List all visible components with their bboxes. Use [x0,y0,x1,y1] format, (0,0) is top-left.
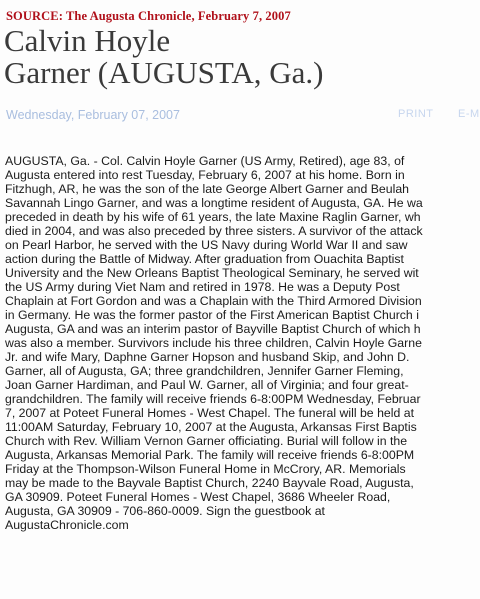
obituary-line: Augusta, GA and was an interim pastor of Bayville Baptist Church of which h [5,322,421,336]
obituary-line: Augusta, Arkansas Memorial Park. The family will receive friends 6-8:00PM [5,448,415,462]
obituary-line: may be made to the Bayvale Baptist Church, 2240 Bayvale Road, Augusta, [5,476,414,490]
obituary-line: action during the Battle of Midway. After graduation from Ouachita Baptist [5,252,404,266]
obituary-line: preceded in death by his wife of 61 years, the late Maxine Raglin Garner, wh [5,210,421,224]
obituary-line: grandchildren. The family will receive friends 6-8:00PM Wednesday, Februar [5,392,421,406]
obituary-line: on Pearl Harbor, he served with the US Navy during World War II and saw [5,238,408,252]
obituary-line: Church with Rev. William Vernon Garner officiating. Burial will follow in the [5,434,408,448]
obituary-line: Jr. and wife Mary, Daphne Garner Hopson and husband Skip, and John D. [5,350,410,364]
obituary-line: GA 30909. Poteet Funeral Homes - West Chapel, 3686 Wheeler Road, [5,490,391,504]
source-citation: SOURCE: The Augusta Chronicle, February 7, 2007 [6,9,291,23]
obituary-line: Garner, all of Augusta, GA; three grandchildren, Jennifer Garner Fleming, [5,364,404,378]
obituary-line: 7, 2007 at Poteet Funeral Homes - West Chapel. The funeral will be held at [5,406,414,420]
obituary-line: AUGUSTA, Ga. - Col. Calvin Hoyle Garner (US Army, Retired), age 83, of [5,154,405,168]
obituary-line: Chaplain at Fort Gordon and was a Chaplain with the Third Armored Division [5,294,422,308]
obituary-line: University and the New Orleans Baptist Theological Seminary, he served wit [5,266,419,280]
dateline-bar [6,108,480,126]
headline-surname-location: Garner (AUGUSTA, Ga.) [4,55,324,90]
obituary-line: Fitzhugh, AR, he was the son of the late George Albert Garner and Beulah [5,182,409,196]
headline-name: Calvin Hoyle [4,23,171,58]
publication-date: Wednesday, February 07, 2007 [6,108,180,122]
obituary-line: AugustaChronicle.com [5,518,129,532]
obituary-line: was also a member. Survivors include his three children, Calvin Hoyle Garne [5,336,422,350]
obituary-line: in Germany. He was the former pastor of the First American Baptist Church i [5,308,419,322]
obituary-body [5,154,473,532]
obituary-line: Savannah Lingo Garner, and was a longtime resident of Augusta, GA. He wa [5,196,423,210]
email-link[interactable]: E-M [458,108,480,120]
obituary-line: Augusta, GA 30909 - 706-860-0009. Sign the guestbook at [5,504,325,518]
obituary-line: Joan Garner Hardiman, and Paul W. Garner, all of Virginia; and four great- [5,378,409,392]
obituary-line: Friday at the Thompson-Wilson Funeral Home in McCrory, AR. Memorials [5,462,406,476]
obituary-headline [4,25,323,89]
obituary-line: Augusta entered into rest Tuesday, February 6, 2007 at his home. Born in [5,168,405,182]
obituary-line: 11:00AM Saturday, February 10, 2007 at the Augusta, Arkansas First Baptis [5,420,417,434]
print-link[interactable]: PRINT [398,108,434,120]
obituary-line: died in 2004, and was also preceded by three sisters. A survivor of the attack [5,224,423,238]
obituary-line: the US Army during Viet Nam and retired in 1978. He was a Deputy Post [5,280,400,294]
